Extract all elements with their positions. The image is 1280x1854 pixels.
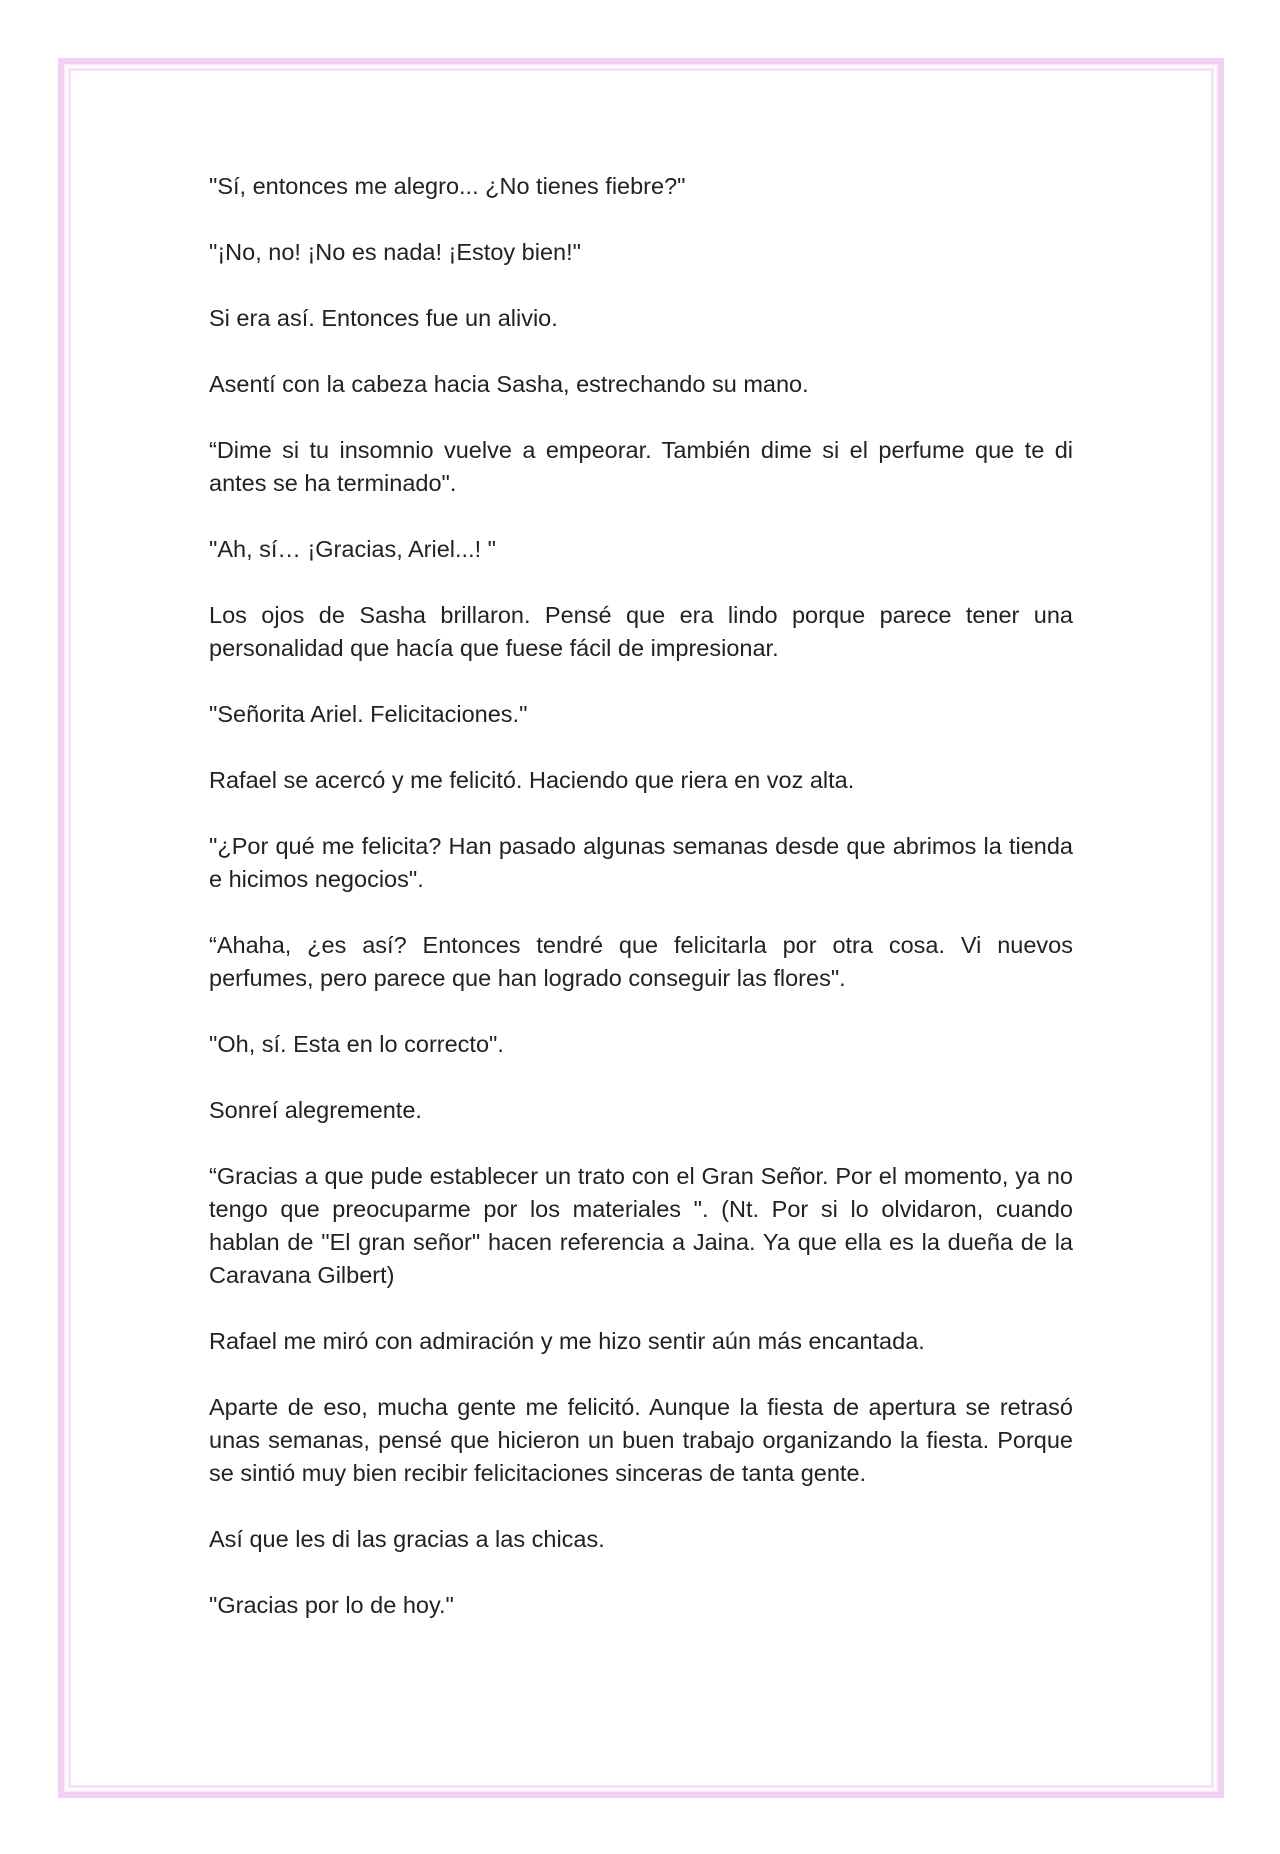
paragraph: “Dime si tu insomnio vuelve a empeorar. También dime si el perfume que te di antes se ha terminado". — [209, 437, 1073, 496]
paragraph: Asentí con la cabeza hacia Sasha, estrechando su mano. — [209, 371, 809, 397]
paragraph: Rafael se acercó y me felicitó. Haciendo que riera en voz alta. — [209, 767, 855, 793]
paragraph: Sonreí alegremente. — [209, 1097, 422, 1123]
paragraph: "Señorita Ariel. Felicitaciones." — [209, 701, 528, 727]
paragraph: "Sí, entonces me alegro... ¿No tienes fiebre?" — [209, 173, 686, 199]
paragraph: Aparte de eso, mucha gente me felicitó. Aunque la fiesta de apertura se retrasó unas semanas, pensé que hicieron un buen trabajo organizando la fiesta. Porque se sintió muy bien recibir felicitaciones sinceras de tanta gente. — [209, 1394, 1073, 1486]
paragraph: "Gracias por lo de hoy." — [209, 1592, 454, 1618]
paragraph: Así que les di las gracias a las chicas. — [209, 1526, 605, 1552]
paragraph: "Oh, sí. Esta en lo correcto". — [209, 1031, 504, 1057]
paragraph: "¿Por qué me felicita? Han pasado algunas semanas desde que abrimos la tienda e hicimos negocios". — [209, 833, 1073, 892]
paragraph: Rafael me miró con admiración y me hizo sentir aún más encantada. — [209, 1328, 925, 1354]
paragraph: "¡No, no! ¡No es nada! ¡Estoy bien!" — [209, 239, 581, 265]
paragraph: Los ojos de Sasha brillaron. Pensé que era lindo porque parece tener una personalidad que hacía que fuese fácil de impresionar. — [209, 602, 1073, 661]
paragraph: “Gracias a que pude establecer un trato con el Gran Señor. Por el momento, ya no tengo que preocuparme por los materiales ". (Nt. Por si lo olvidaron, cuando hablan de "El gran señor" hacen referencia a Jaina. Ya que ella es la dueña de la Caravana Gilbert) — [209, 1163, 1073, 1288]
paragraph: Si era así. Entonces fue un alivio. — [209, 305, 558, 331]
paragraph: "Ah, sí… ¡Gracias, Ariel...! " — [209, 536, 497, 562]
document-body — [209, 170, 1073, 1655]
paragraph: “Ahaha, ¿es así? Entonces tendré que felicitarla por otra cosa. Vi nuevos perfumes, pero parece que han logrado conseguir las flores". — [209, 932, 1073, 991]
